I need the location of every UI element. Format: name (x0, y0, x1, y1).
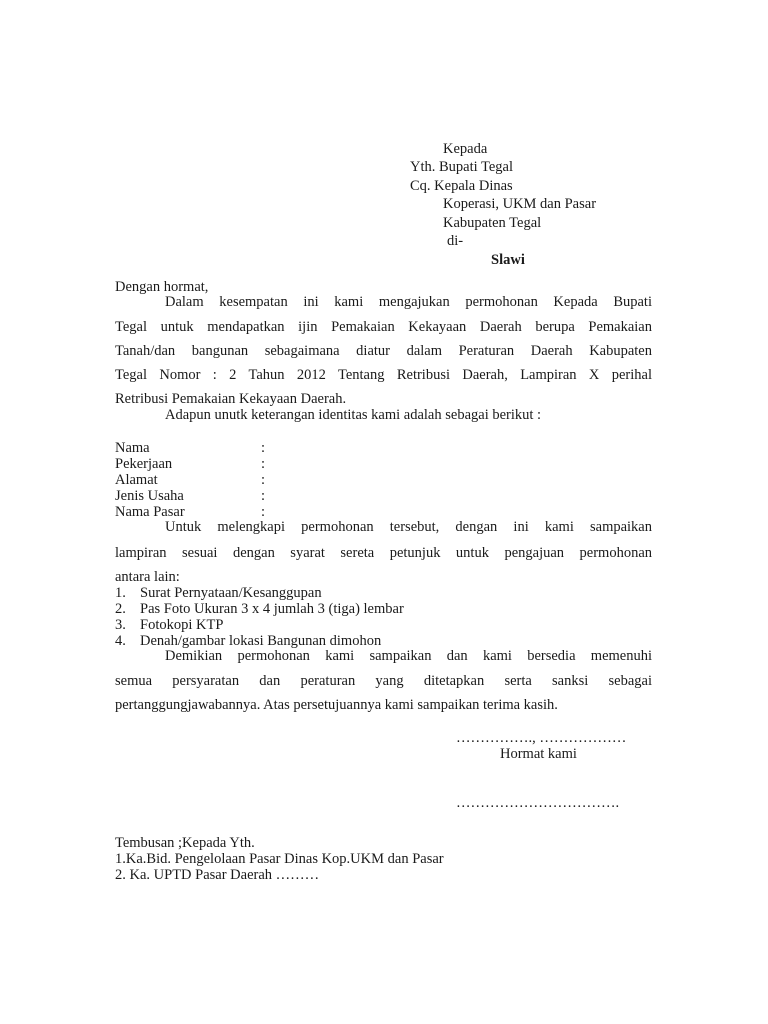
paragraph1-line4: Tegal Nomor : 2 Tahun 2012 Tentang Retribusi Daerah, Lampiran X perihal (115, 367, 652, 383)
paragraph1-line1: Dalam kesempatan ini kami mengajukan permohonan Kepada Bupati (165, 294, 652, 310)
paragraph2-line2: lampiran sesuai dengan syarat sereta petunjuk untuk pengajuan permohonan (115, 545, 652, 561)
attachment-number: 3. (115, 617, 126, 633)
paragraph1-line3: Tanah/dan bangunan sebagaimana diatur dalam Peraturan Daerah Kabupaten (115, 343, 652, 359)
identity-label-pekerjaan: Pekerjaan (115, 456, 173, 472)
paragraph1-line5: Retribusi Pemakaian Kekayaan Daerah. (115, 391, 347, 407)
salutation: Dengan hormat, (115, 279, 209, 295)
closing-line3: pertanggungjawabannya. Atas persetujuannya kami sampaikan terima kasih. (115, 697, 558, 713)
attachment-item: Fotokopi KTP (140, 617, 224, 633)
paragraph2-line1: Untuk melengkapi permohonan tersebut, dengan ini kami sampaikan (165, 519, 652, 535)
identity-colon: : (261, 440, 266, 456)
signature-name-line: ……………………………. (456, 795, 620, 811)
addressee-di: di- (447, 233, 464, 249)
closing-line1: Demikian permohonan kami sampaikan dan kami bersedia memenuhi (165, 648, 652, 664)
identity-intro: Adapun unutk keterangan identitas kami adalah sebagai berikut : (165, 407, 542, 423)
identity-colon: : (261, 456, 266, 472)
identity-label-jenis-usaha: Jenis Usaha (115, 488, 184, 504)
identity-colon: : (261, 504, 266, 520)
tembusan-item: 2. Ka. UPTD Pasar Daerah ……… (115, 867, 320, 883)
identity-label-alamat: Alamat (115, 472, 158, 488)
identity-colon: : (261, 472, 266, 488)
attachment-number: 4. (115, 633, 126, 649)
identity-label-nama-pasar: Nama Pasar (115, 504, 185, 520)
addressee-kabupaten: Kabupaten Tegal (443, 215, 542, 231)
addressee-kepada: Kepada (443, 141, 488, 157)
attachment-item: Surat Pernyataan/Kesanggupan (140, 585, 322, 601)
addressee-cq: Cq. Kepala Dinas (410, 178, 513, 194)
attachment-item: Pas Foto Ukuran 3 x 4 jumlah 3 (tiga) lembar (140, 601, 404, 617)
identity-colon: : (261, 488, 266, 504)
tembusan-item: 1.Ka.Bid. Pengelolaan Pasar Dinas Kop.UKM dan Pasar (115, 851, 444, 867)
paragraph1-line2: Tegal untuk mendapatkan ijin Pemakaian Kekayaan Daerah berupa Pemakaian (115, 319, 652, 335)
signature-regards: Hormat kami (500, 746, 577, 762)
addressee-city: Slawi (491, 252, 525, 268)
closing-line2: semua persyaratan dan peraturan yang ditetapkan serta sanksi sebagai (115, 673, 652, 689)
addressee-dinas: Koperasi, UKM dan Pasar (443, 196, 597, 212)
paragraph2-line3: antara lain: (115, 569, 180, 585)
identity-label-nama: Nama (115, 440, 150, 456)
tembusan-title: Tembusan ;Kepada Yth. (115, 835, 255, 851)
attachment-number: 1. (115, 585, 126, 601)
attachment-number: 2. (115, 601, 126, 617)
signature-date-line: ……………., ……………… (456, 730, 627, 746)
addressee-yth: Yth. Bupati Tegal (410, 159, 514, 175)
attachment-item: Denah/gambar lokasi Bangunan dimohon (140, 633, 382, 649)
